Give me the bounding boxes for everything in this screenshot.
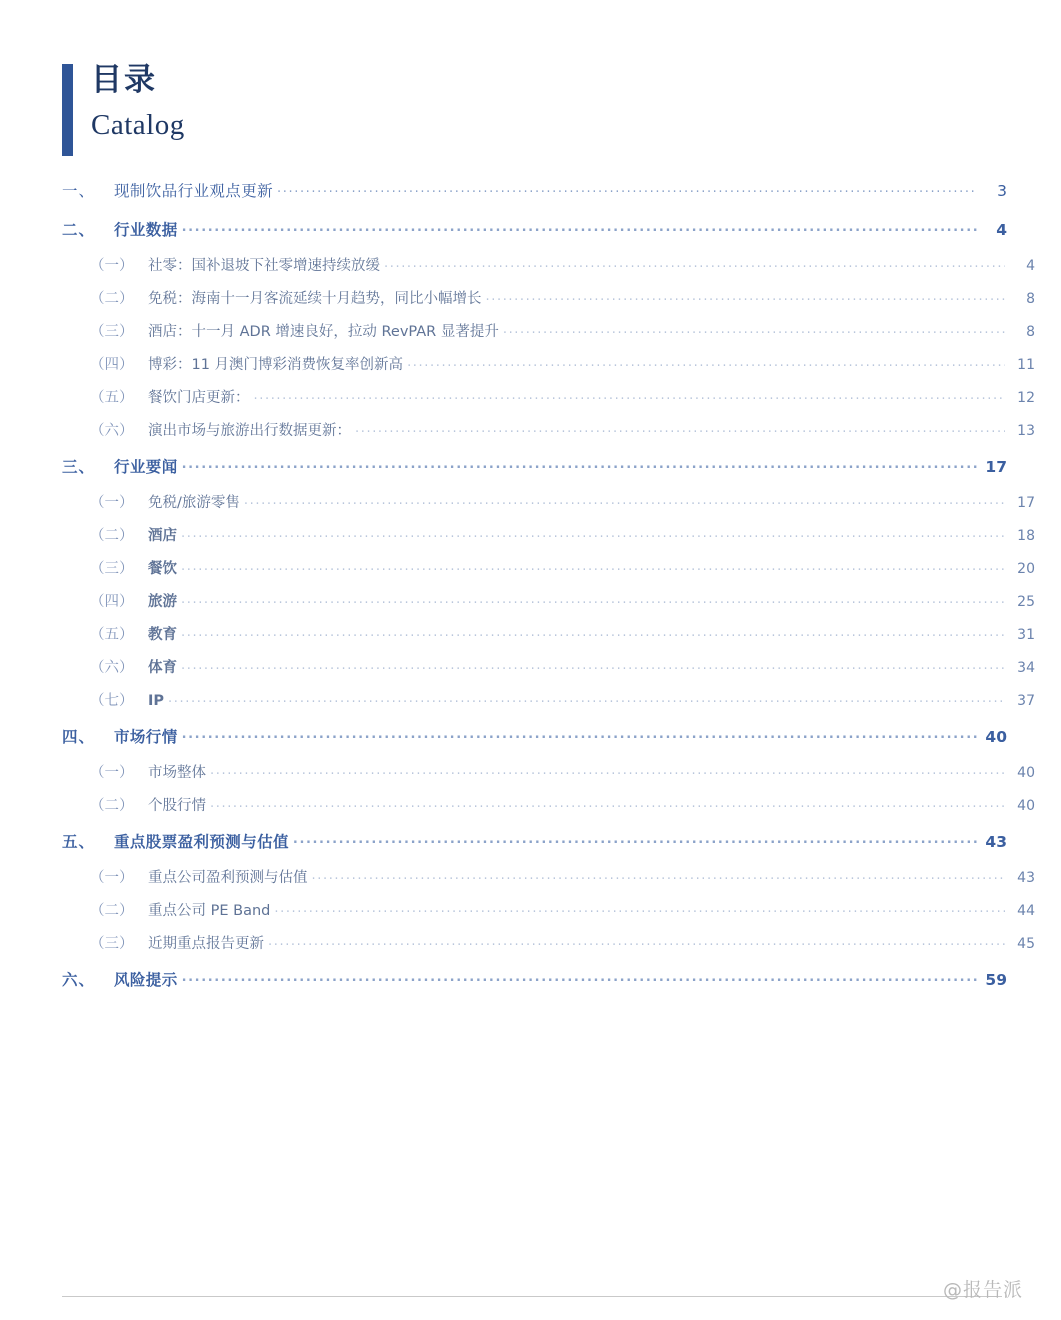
toc-entry-label: 免税：海南十一月客流延续十月趋势，同比小幅增长 <box>148 291 482 307</box>
toc-entry-page-number: 40 <box>985 728 1007 746</box>
toc-entry-page-number: 44 <box>1017 903 1035 919</box>
toc-entry[interactable] <box>62 172 1007 211</box>
toc-entry-page-number: 59 <box>985 971 1007 989</box>
toc-entry[interactable] <box>62 316 1035 349</box>
toc-entry-label: 酒店 <box>148 528 177 544</box>
toc-leader-dots <box>274 892 1005 925</box>
toc-entry-page-number: 17 <box>985 458 1007 476</box>
toc-entry-label: 重点公司 PE Band <box>148 903 271 919</box>
toc-entry-number: 一、 <box>62 182 96 200</box>
toc-entry-number: （二） <box>90 903 134 919</box>
toc-leader-dots <box>182 207 977 247</box>
toc-leader-dots <box>503 313 1005 346</box>
toc-entry-label: 餐饮 <box>148 561 177 577</box>
toc-entry[interactable] <box>62 823 1007 862</box>
toc-entry-label: 免税/旅游零售 <box>148 495 240 511</box>
toc-entry-label: 近期重点报告更新 <box>148 936 264 952</box>
toc-entry-label: 市场行情 <box>114 728 178 746</box>
toc-entry-label: 市场整体 <box>148 765 206 781</box>
toc-leader-dots <box>168 682 1005 715</box>
toc-entry-page-number: 20 <box>1017 561 1035 577</box>
toc-entry-number: （六） <box>90 423 134 439</box>
toc-leader-dots <box>181 550 1005 583</box>
toc-entry-page-number: 43 <box>1017 870 1035 886</box>
toc-leader-dots <box>181 583 1005 616</box>
toc-entry-label: 社零：国补退坡下社零增速持续放缓 <box>148 258 380 274</box>
toc-entry[interactable] <box>62 553 1035 586</box>
toc-entry-label: 重点股票盈利预测与估值 <box>114 833 289 851</box>
toc-entry-label: 博彩：11 月澳门博彩消费恢复率创新高 <box>148 357 404 373</box>
toc-entry-page-number: 3 <box>997 182 1007 200</box>
toc-leader-dots <box>254 379 1006 412</box>
toc-entry-label: 演出市场与旅游出行数据更新： <box>148 423 351 439</box>
toc-entry-page-number: 4 <box>1026 258 1035 274</box>
watermark-label: @报告派 <box>942 1279 1023 1301</box>
toc-entry[interactable] <box>62 619 1035 652</box>
toc-entry-number: （一） <box>90 258 134 274</box>
toc-entry-label: 行业数据 <box>114 221 178 239</box>
toc-entry[interactable] <box>62 586 1035 619</box>
toc-entry[interactable] <box>62 895 1035 928</box>
toc-entry-number: （三） <box>90 561 134 577</box>
toc-entry[interactable] <box>62 757 1035 790</box>
toc-entry-page-number: 11 <box>1017 357 1035 373</box>
table-of-contents <box>62 172 1035 1000</box>
toc-entry[interactable] <box>62 283 1035 316</box>
footer-divider <box>62 1296 1002 1297</box>
toc-entry-label: 旅游 <box>148 594 177 610</box>
toc-leader-dots <box>407 346 1005 379</box>
toc-leader-dots <box>293 819 977 859</box>
toc-entry-label: 风险提示 <box>114 971 178 989</box>
toc-entry-number: （二） <box>90 798 134 814</box>
toc-entry-number: （二） <box>90 528 134 544</box>
toc-leader-dots <box>355 412 1005 445</box>
toc-entry-page-number: 4 <box>996 221 1007 239</box>
toc-leader-dots <box>210 787 1005 820</box>
toc-entry[interactable] <box>62 250 1035 283</box>
catalog-title-block <box>62 60 185 156</box>
toc-entry[interactable] <box>62 211 1007 250</box>
toc-entry-page-number: 8 <box>1026 324 1035 340</box>
toc-entry-number: （三） <box>90 324 134 340</box>
toc-entry-number: 六、 <box>62 971 96 989</box>
toc-entry-label: 餐饮门店更新： <box>148 390 250 406</box>
toc-entry-number: （一） <box>90 495 134 511</box>
toc-entry-number: （五） <box>90 627 134 643</box>
toc-entry[interactable] <box>62 718 1007 757</box>
toc-leader-dots <box>182 444 977 484</box>
toc-leader-dots <box>182 714 977 754</box>
toc-leader-dots <box>244 484 1005 517</box>
toc-entry-number: 五、 <box>62 833 96 851</box>
page-title-cn: 目录 <box>91 62 157 98</box>
toc-entry-number: （一） <box>90 870 134 886</box>
toc-entry-number: （七） <box>90 693 134 709</box>
toc-entry-number: （四） <box>90 357 134 373</box>
toc-entry[interactable] <box>62 448 1007 487</box>
toc-entry-page-number: 40 <box>1017 765 1035 781</box>
toc-entry-page-number: 13 <box>1017 423 1035 439</box>
toc-entry-page-number: 18 <box>1017 528 1035 544</box>
toc-entry-label: 个股行情 <box>148 798 206 814</box>
toc-entry-page-number: 43 <box>985 833 1007 851</box>
toc-leader-dots <box>210 754 1005 787</box>
toc-leader-dots <box>181 649 1005 682</box>
toc-leader-dots <box>268 925 1005 958</box>
toc-entry-label: 行业要闻 <box>114 458 178 476</box>
page-title-en: Catalog <box>91 109 185 141</box>
toc-entry-page-number: 12 <box>1017 390 1035 406</box>
toc-entry-page-number: 45 <box>1017 936 1035 952</box>
toc-entry-number: （五） <box>90 390 134 406</box>
toc-entry-label: 现制饮品行业观点更新 <box>114 182 274 200</box>
toc-entry[interactable] <box>62 520 1035 553</box>
toc-entry-number: （一） <box>90 765 134 781</box>
toc-entry-page-number: 31 <box>1017 627 1035 643</box>
toc-leader-dots <box>181 616 1005 649</box>
toc-entry-label: 教育 <box>148 627 177 643</box>
toc-entry-label: 体育 <box>148 660 177 676</box>
toc-entry-page-number: 25 <box>1017 594 1035 610</box>
toc-entry[interactable] <box>62 349 1035 382</box>
toc-entry[interactable] <box>62 961 1007 1000</box>
title-text-group <box>91 60 185 146</box>
toc-entry-number: （六） <box>90 660 134 676</box>
toc-entry-number: 四、 <box>62 728 96 746</box>
toc-leader-dots <box>181 517 1005 550</box>
title-accent-bar <box>62 64 73 156</box>
toc-entry-number: 三、 <box>62 458 96 476</box>
toc-entry-number: （四） <box>90 594 134 610</box>
toc-entry-page-number: 17 <box>1017 495 1035 511</box>
toc-entry[interactable] <box>62 487 1035 520</box>
toc-entry[interactable] <box>62 862 1035 895</box>
toc-entry-page-number: 34 <box>1017 660 1035 676</box>
toc-entry-number: 二、 <box>62 221 96 239</box>
toc-entry-number: （二） <box>90 291 134 307</box>
toc-leader-dots <box>312 859 1006 892</box>
toc-entry-page-number: 40 <box>1017 798 1035 814</box>
toc-leader-dots <box>384 247 1005 280</box>
toc-entry[interactable] <box>62 382 1035 415</box>
toc-entry-label: 酒店：十一月 ADR 增速良好，拉动 RevPAR 显著提升 <box>148 324 499 340</box>
toc-entry-page-number: 37 <box>1017 693 1035 709</box>
toc-leader-dots <box>182 957 977 997</box>
toc-entry-label: 重点公司盈利预测与估值 <box>148 870 308 886</box>
toc-entry[interactable] <box>62 652 1035 685</box>
toc-entry-number: （三） <box>90 936 134 952</box>
toc-leader-dots <box>277 168 977 208</box>
toc-leader-dots <box>486 280 1006 313</box>
toc-entry-label: IP <box>148 693 165 709</box>
toc-entry-page-number: 8 <box>1026 291 1035 307</box>
